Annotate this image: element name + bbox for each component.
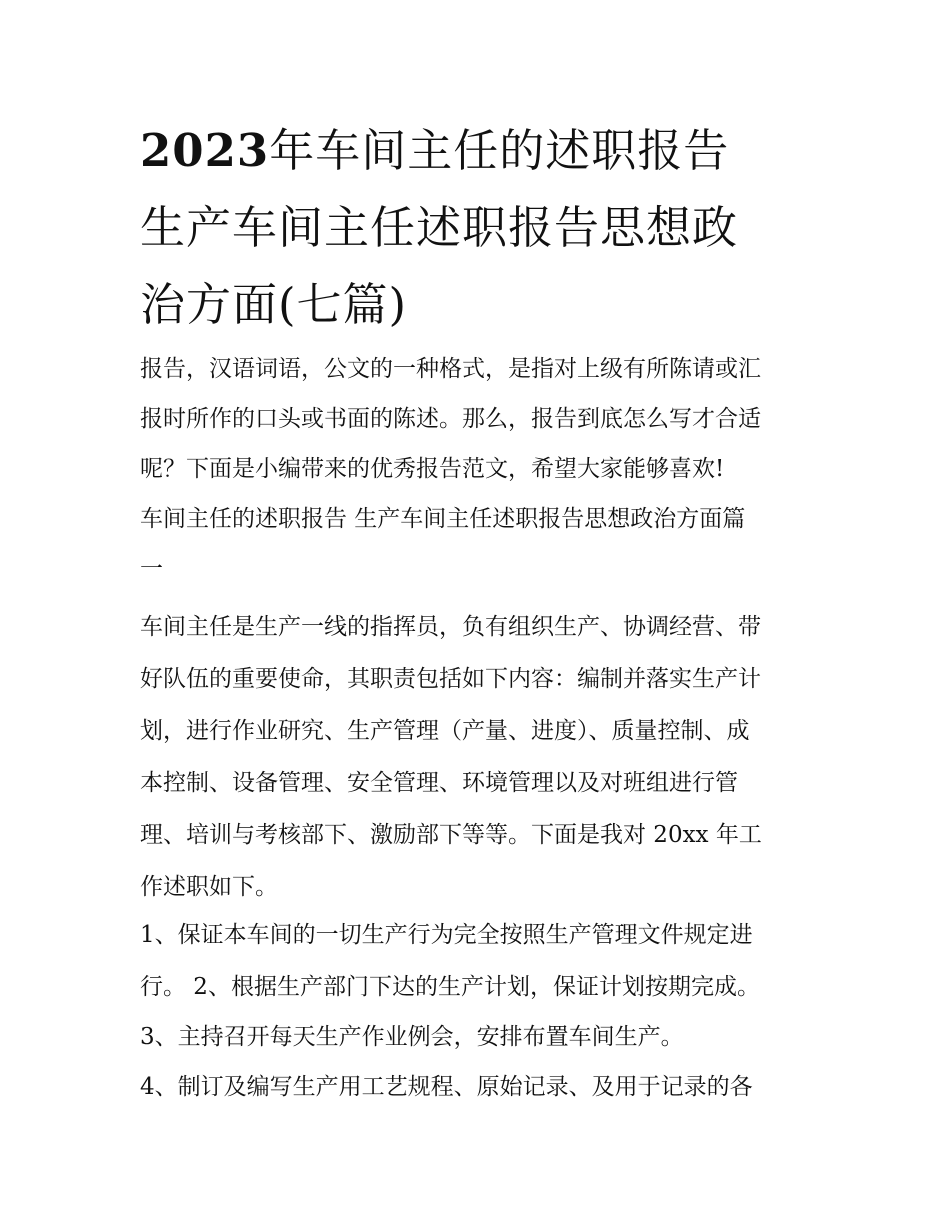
document-title [140,112,820,343]
body-line-5: 理、培训与考核部下、激励部下等等。下面是我对 20xx 年工 [140,822,762,848]
list-item-4: 4、制订及编写生产用工艺规程、原始记录、及用于记录的各 [140,1074,753,1100]
section-heading-line-2: 一 [140,556,163,582]
body-line-4: 本控制、设备管理、安全管理、环境管理以及对班组进行管 [140,770,738,796]
intro-line-1: 报告，汉语词语，公文的一种格式，是指对上级有所陈请或汇 [140,356,761,382]
body-line-2: 好队伍的重要使命，其职责包括如下内容：编制并落实生产计 [140,666,761,692]
title-line-2: 生产车间主任述职报告思想政 [140,201,739,254]
body-line-3: 划，进行作业研究、生产管理（产量、进度）、质量控制、成 [140,718,750,744]
body-line-1: 车间主任是生产一线的指挥员，负有组织生产、协调经营、带 [140,614,761,640]
title-line-1-text: 年车间主任的述职报告 [269,124,730,177]
intro-line-3: 呢？下面是小编带来的优秀报告范文，希望大家能够喜欢! [140,456,725,482]
title-year: 2023 [140,124,270,177]
list-item-2: 行。 2、根据生产部门下达的生产计划，保证计划按期完成。 [140,974,760,1000]
title-line-1 [140,112,820,189]
title-line-3: 治方面(七篇) [140,278,408,331]
list-item-1: 1、保证本车间的一切生产行为完全按照生产管理文件规定进 [140,922,753,948]
list-item-3: 3、主持召开每天生产作业例会，安排布置车间生产。 [140,1024,684,1050]
section-heading-line-1: 车间主任的述职报告 生产车间主任述职报告思想政治方面篇 [140,506,746,532]
intro-line-2: 报时所作的口头或书面的陈述。那么，报告到底怎么写才合适 [140,406,761,432]
body-line-6: 作述职如下。 [140,874,278,900]
